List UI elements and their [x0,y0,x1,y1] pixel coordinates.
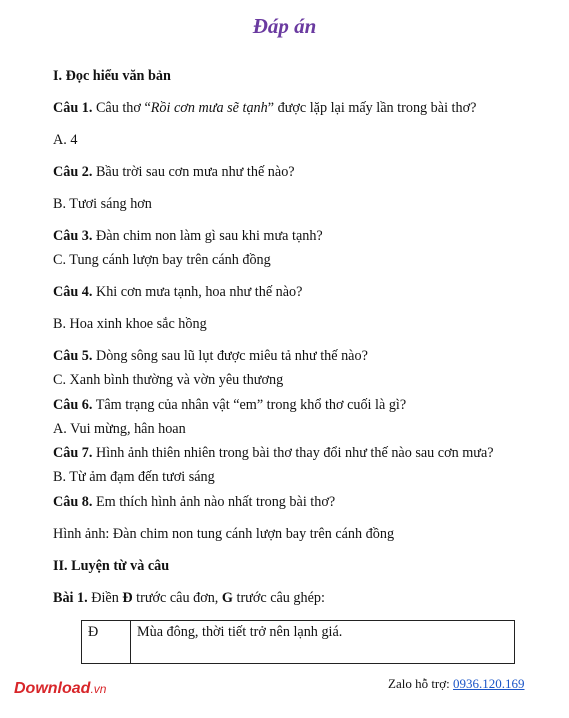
answer-2: B. Tươi sáng hơn [53,196,152,212]
question-text: ” được lặp lại mấy lần trong bài thơ? [267,100,477,116]
question-label: Câu 5. [53,348,93,364]
question-text: Hình ảnh thiên nhiên trong bài thơ thay đổi như thế nào sau cơn mưa? [92,445,494,461]
exercise-text: trước câu ghép: [232,590,325,606]
answer-table [81,620,515,664]
question-1 [53,99,476,117]
question-8 [53,493,335,511]
logo-text: Download [14,680,91,697]
answer-5: C. Xanh bình thường và vờn yêu thương [53,372,284,388]
answer-6: A. Vui mừng, hân hoan [53,421,186,437]
answer-8: Hình ảnh: Đàn chim non tung cánh lượn bay trên cánh đồng [53,526,395,542]
mark-g: G [221,590,233,606]
question-7 [53,444,494,462]
question-3 [53,227,323,245]
section-heading-vocab: II. Luyện từ và câu [53,558,170,574]
logo-tld: .vn [90,682,107,696]
exercise-text: trước câu đơn, [132,590,222,606]
question-text: Câu thơ “ [92,100,151,116]
download-logo [14,680,106,698]
table-cell-mark: Đ [82,621,131,664]
exercise-label: Bài 1. [53,590,88,606]
question-text: Dòng sông sau lũ lụt được miêu tả như thế nào? [92,348,368,364]
question-label: Câu 7. [53,445,93,461]
question-label: Câu 1. [53,100,93,116]
question-2 [53,163,295,181]
answer-7: B. Từ ảm đạm đến tươi sáng [53,469,215,485]
question-label: Câu 4. [53,284,93,300]
question-text: Đàn chim non làm gì sau khi mưa tạnh? [92,228,323,244]
answer-3: C. Tung cánh lượn bay trên cánh đồng [53,252,271,268]
question-text: Tâm trạng của nhân vật “em” trong khổ thơ cuối là gì? [92,397,407,413]
question-text: Bầu trời sau cơn mưa như thế nào? [92,164,295,180]
question-text: Em thích hình ảnh nào nhất trong bài thơ? [92,494,336,510]
exercise-text: Điền [87,590,123,606]
question-6 [53,396,406,414]
answer-1: A. 4 [53,132,78,148]
table-cell-sentence: Mùa đông, thời tiết trở nên lạnh giá. [131,621,515,664]
quoted-verse: Rồi cơn mưa sẽ tạnh [150,100,268,116]
question-text: Khi cơn mưa tạnh, hoa như thế nào? [92,284,303,300]
exercise-1 [53,589,325,607]
answer-4: B. Hoa xinh khoe sắc hồng [53,316,207,332]
question-label: Câu 8. [53,494,93,510]
support-label: Zalo hỗ trợ: [388,676,453,691]
question-4 [53,283,302,301]
question-label: Câu 3. [53,228,93,244]
question-label: Câu 2. [53,164,93,180]
page-title: Đáp án [252,14,317,38]
mark-d: Đ [122,590,133,606]
table-row [82,621,515,664]
question-label: Câu 6. [53,397,93,413]
section-heading-reading: I. Đọc hiểu văn bản [53,68,171,84]
question-5 [53,347,368,365]
zalo-support [388,676,525,692]
support-phone-link[interactable]: 0936.120.169 [453,676,525,691]
